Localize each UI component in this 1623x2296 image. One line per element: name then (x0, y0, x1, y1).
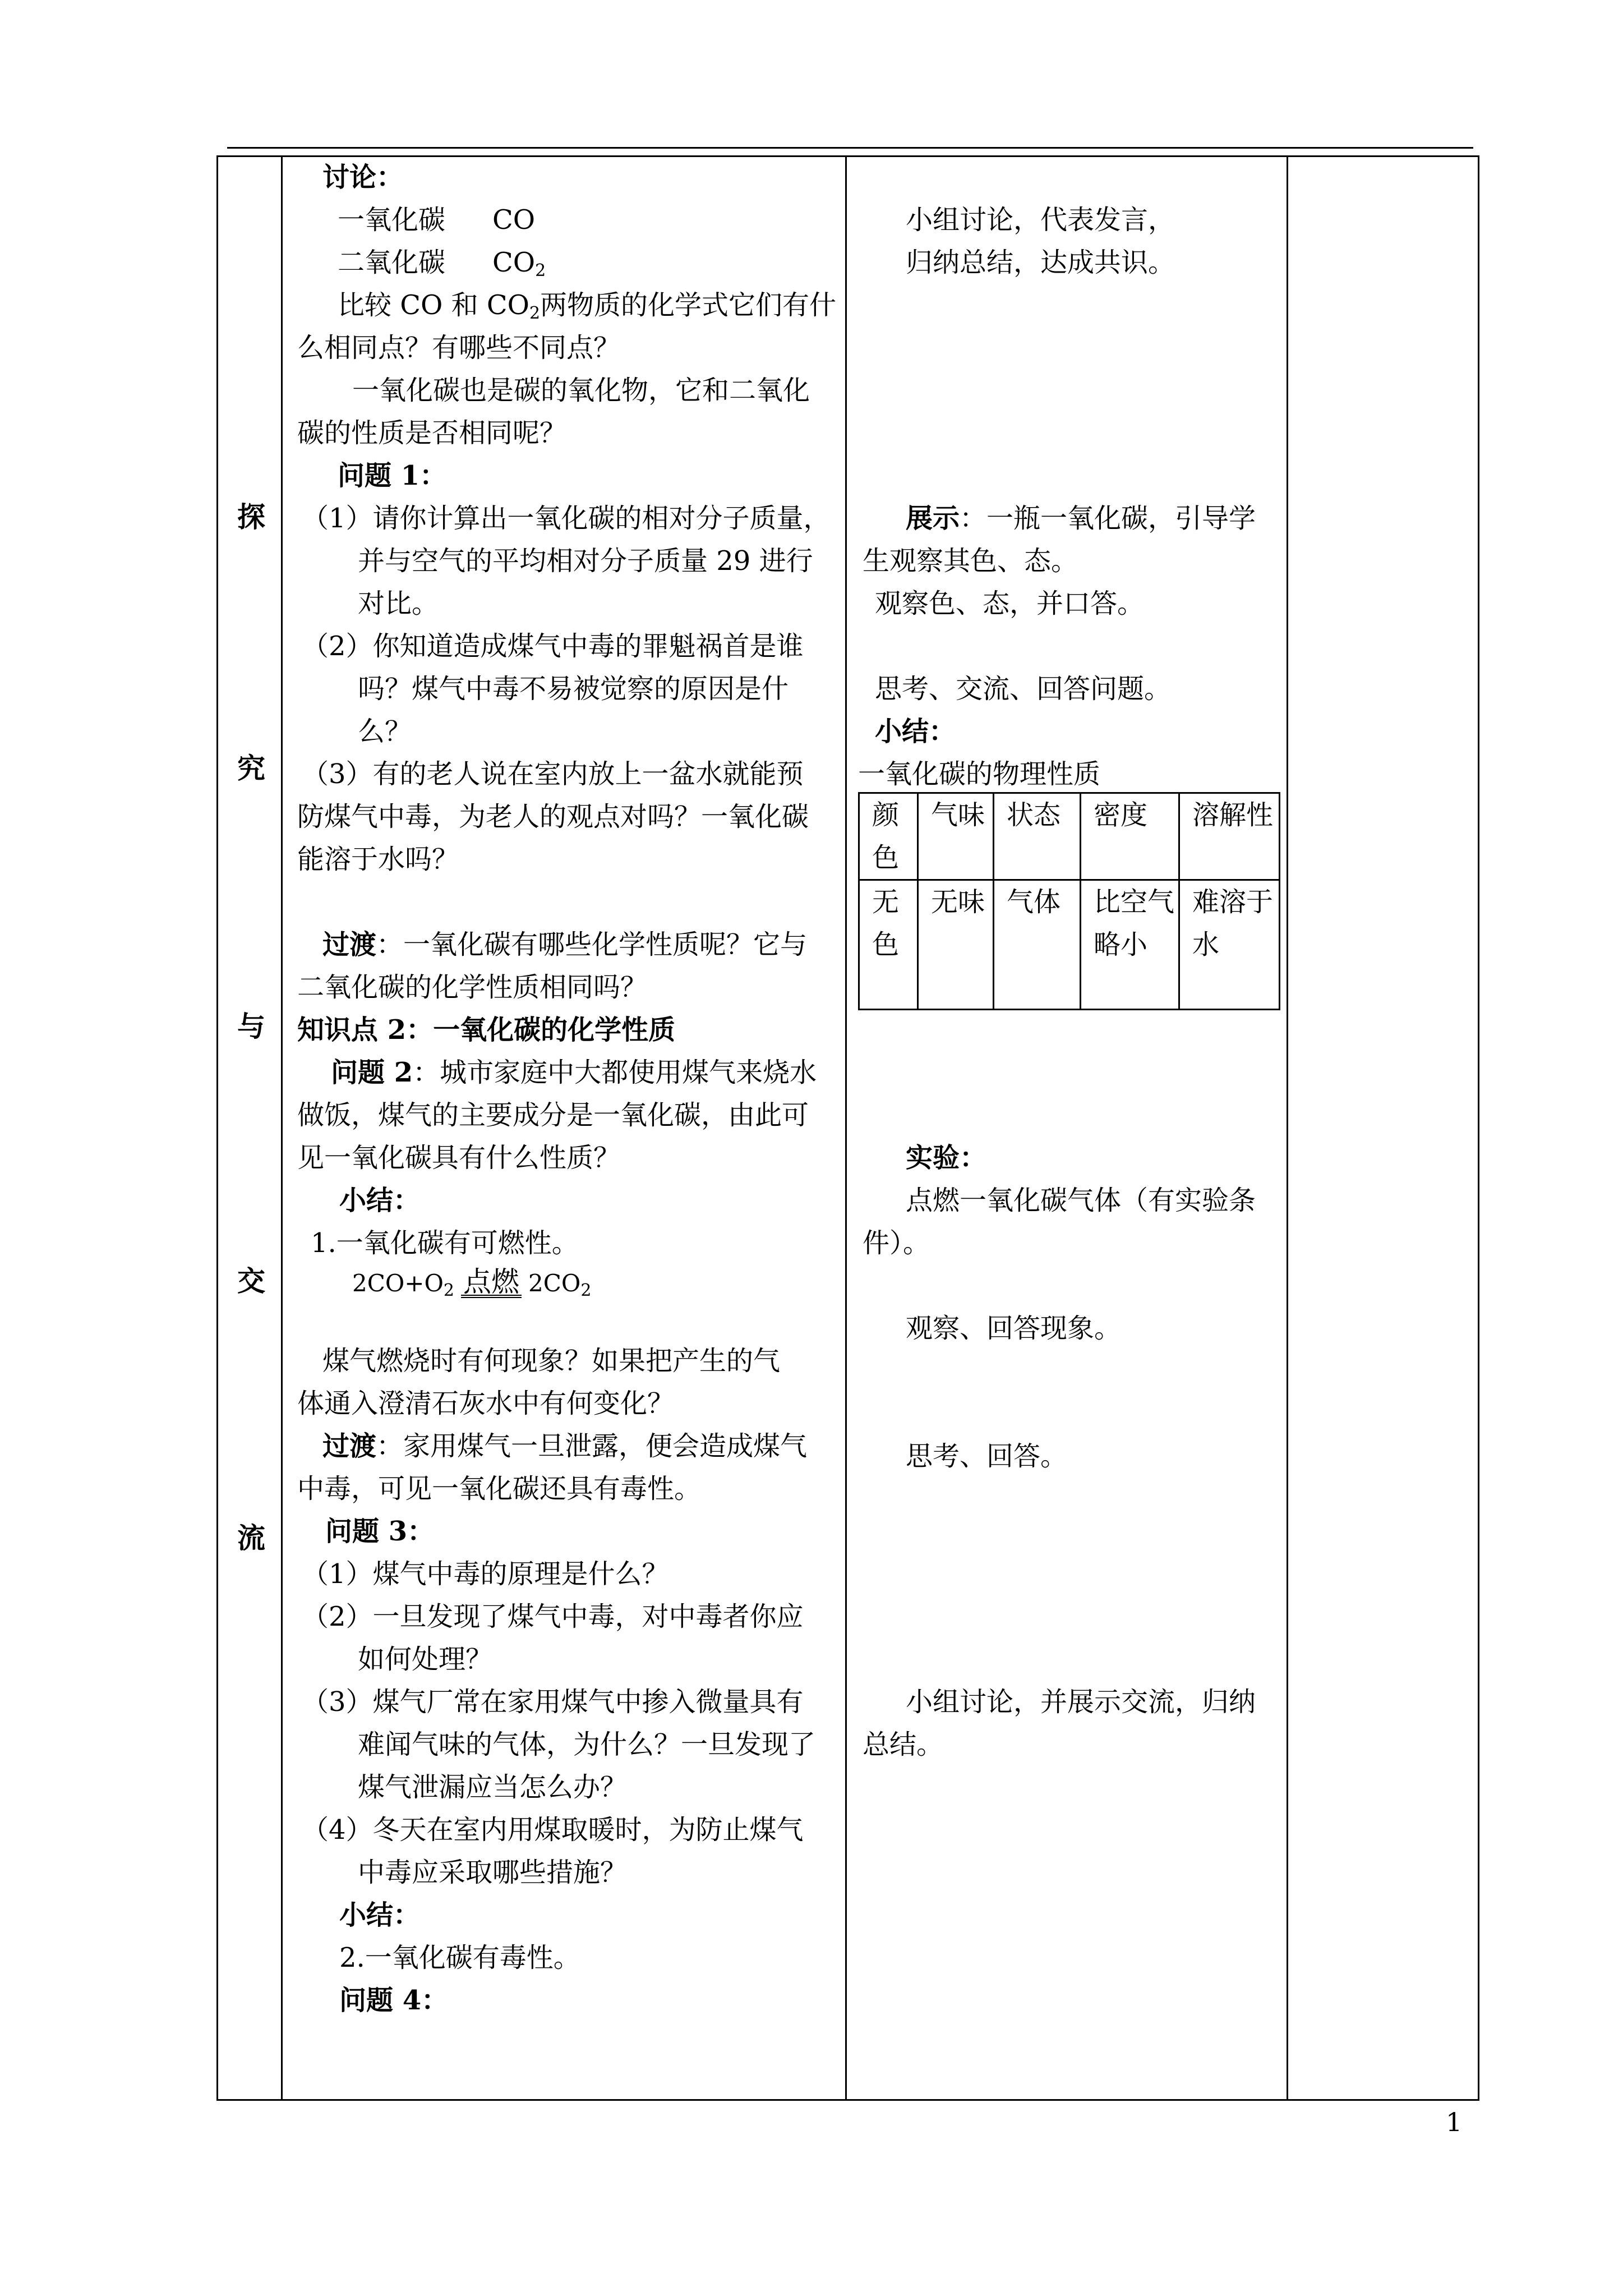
reaction-condition: 点燃 (461, 1269, 522, 1298)
question-2-cont: 见一氧化碳具有什么性质？ (297, 1142, 621, 1174)
question-3-4: （4）冬天在室内用煤取暖时，为防止煤气 (302, 1814, 804, 1846)
combustion-equation: $2CO+O_2$ 点燃 $2CO_2$ (352, 1266, 592, 1300)
question-1-2: （2）你知道造成煤气中毒的罪魁祸首是谁 (302, 631, 804, 662)
question-1-3: （3）有的老人说在室内放上一盆水就能预 (302, 758, 804, 790)
group-discussion: 小组讨论，代表发言， (906, 204, 1175, 236)
question-1-heading: 问题 1： (338, 460, 447, 491)
question-3-3: （3）煤气厂常在家用煤气中掺入微量具有 (302, 1686, 804, 1718)
gas-question-cont: 体通入澄清石灰水中有何变化？ (297, 1388, 675, 1419)
question-1-3-cont: 能溶于水吗？ (297, 844, 459, 875)
summary-2: 2.一氧化碳有毒性。 (339, 1942, 580, 1973)
question-1-3-cont: 防煤气中毒，为老人的观点对吗？一氧化碳 (297, 801, 809, 832)
question-2: 问题 2：城市家庭中大都使用煤气来烧水 (331, 1057, 817, 1088)
question-3-4-cont: 中毒应采取哪些措施？ (358, 1857, 628, 1888)
group-discussion-2-cont: 总结。 (863, 1729, 944, 1760)
side-label-char: 究 (237, 752, 265, 785)
page-number: 1 (1446, 2107, 1463, 2137)
gas-question: 煤气燃烧时有何现象？如果把产生的气 (322, 1345, 781, 1377)
compare-question: 比较 CO 和 $CO_2$两物质的化学式它们有什 (338, 289, 837, 323)
summary-2-heading: 小结： (339, 1899, 421, 1931)
transition-2: 过渡：家用煤气一旦泄露，便会造成煤气 (322, 1430, 808, 1462)
think-answer-2: 思考、回答。 (906, 1441, 1068, 1472)
oxide-question-cont: 碳的性质是否相同呢？ (297, 417, 567, 449)
table-cell: 难溶于水 (1179, 880, 1280, 1010)
group-discussion-2: 小组讨论，并展示交流，归纳 (906, 1686, 1256, 1718)
side-label-char: 与 (237, 1010, 265, 1043)
question-3-2: （2）一旦发现了煤气中毒，对中毒者你应 (302, 1601, 804, 1632)
question-3-1: （1）煤气中毒的原理是什么？ (302, 1558, 669, 1590)
table-header-cell: 气味 (918, 793, 994, 880)
column-divider (1287, 157, 1288, 2099)
table-cell: 气体 (994, 880, 1081, 1010)
question-1-2-cont: 吗？煤气中毒不易被觉察的原因是什 (358, 673, 789, 705)
question-3-2-cont: 如何处理？ (358, 1644, 493, 1675)
question-1-2-cont: 么？ (358, 716, 412, 747)
header-rule (227, 147, 1473, 149)
table-cell: 无味 (918, 880, 994, 1010)
table-header-cell: 状态 (994, 793, 1081, 880)
side-label-char: 交 (237, 1264, 265, 1297)
demonstration-cont: 生观察其色、态。 (863, 545, 1078, 577)
question-2-cont: 做饭，煤气的主要成分是一氧化碳，由此可 (297, 1099, 809, 1131)
summary-1: 1.一氧化碳有可燃性。 (311, 1227, 579, 1259)
property-table-title: 一氧化碳的物理性质 (858, 758, 1101, 790)
discussion-heading: 讨论： (322, 162, 404, 193)
question-3-3-cont: 难闻气味的气体，为什么？一旦发现了 (358, 1729, 816, 1760)
side-label-char: 探 (237, 500, 265, 533)
table-header-cell: 溶解性 (1179, 793, 1280, 880)
observe-phenomenon: 观察、回答现象。 (906, 1313, 1122, 1344)
table-cell: 比空气略小 (1081, 880, 1179, 1010)
summary-heading: 小结： (339, 1185, 421, 1216)
co2-formula: $CO_2$ (492, 247, 546, 280)
transition-2-cont: 中毒，可见一氧化碳还具有毒性。 (297, 1473, 702, 1504)
question-1-1-cont: 对比。 (358, 588, 439, 619)
table-row (859, 880, 1280, 1010)
question-3-3-cont: 煤气泄漏应当怎么办？ (358, 1772, 628, 1803)
table-header-cell: 密度 (1081, 793, 1179, 880)
experiment-text: 点燃一氧化碳气体（有实验条 (906, 1185, 1256, 1216)
question-4-heading: 问题 4： (339, 1985, 449, 2016)
demonstration: 展示：一瓶一氧化碳，引导学 (906, 503, 1256, 534)
table-cell: 无色 (859, 880, 918, 1010)
question-3-heading: 问题 3： (325, 1516, 435, 1547)
co-name: 一氧化碳 (338, 204, 446, 236)
column-divider (845, 157, 847, 2099)
transition-1: 过渡：一氧化碳有哪些化学性质呢？它与 (322, 929, 808, 960)
compare-question-cont: 么相同点？有哪些不同点？ (297, 332, 621, 364)
experiment-text-cont: 件）。 (863, 1227, 930, 1259)
question-1-1: （1）请你计算出一氧化碳的相对分子质量， (302, 503, 831, 534)
table-row (859, 793, 1280, 880)
co2-name: 二氧化碳 (338, 247, 446, 278)
experiment-heading: 实验： (906, 1142, 987, 1174)
knowledge-point-2: 知识点 2：一氧化碳的化学性质 (297, 1014, 676, 1046)
think-answer: 思考、交流、回答问题。 (875, 673, 1172, 705)
question-1-1-cont: 并与空气的平均相对分子质量 29 进行 (358, 545, 813, 577)
group-discussion-cont: 归纳总结，达成共识。 (906, 247, 1175, 278)
right-summary-heading: 小结： (875, 716, 956, 747)
observe-answer: 观察色、态，并口答。 (875, 588, 1145, 619)
physical-properties-table (858, 792, 1280, 1010)
co-formula: CO (492, 204, 536, 236)
table-header-cell: 颜色 (859, 793, 918, 880)
transition-1-cont: 二氧化碳的化学性质相同吗？ (297, 972, 648, 1003)
oxide-question: 一氧化碳也是碳的氧化物，它和二氧化 (352, 375, 810, 406)
column-divider (281, 157, 283, 2099)
side-label-char: 流 (237, 1521, 265, 1554)
